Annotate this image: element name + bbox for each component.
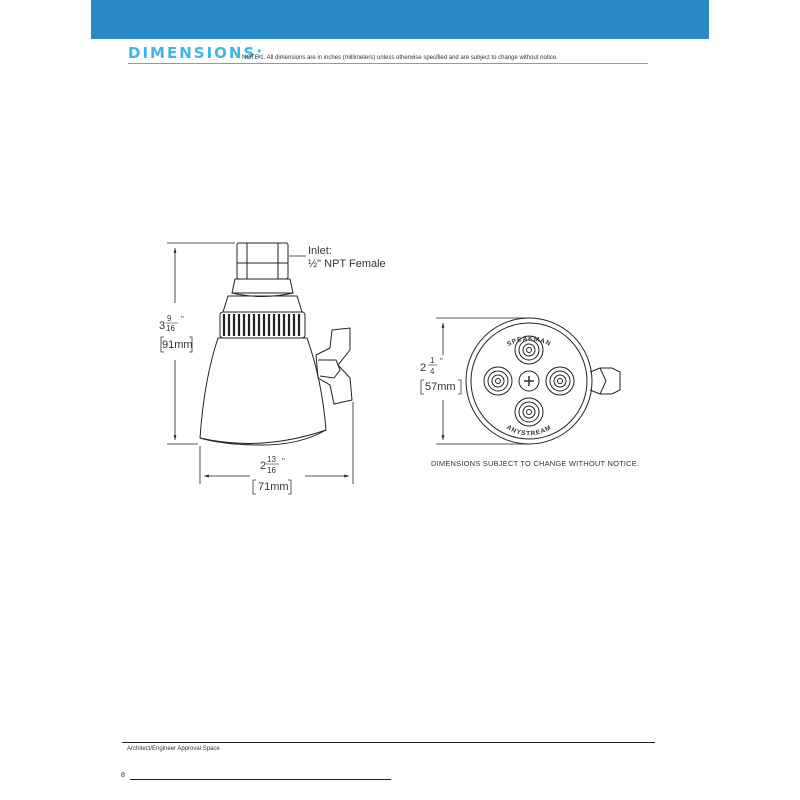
svg-text:13: 13 bbox=[267, 455, 276, 464]
showerhead-body bbox=[200, 338, 326, 445]
showerhead-front-view bbox=[466, 318, 620, 444]
diameter-dimension bbox=[420, 356, 461, 394]
height-dimension bbox=[159, 314, 193, 352]
brand-top-text: SPEAKMAN bbox=[505, 335, 553, 349]
approval-label: Architect/Engineer Approval Space bbox=[127, 746, 220, 752]
knurled-ring bbox=[220, 312, 305, 338]
inlet-connector bbox=[237, 243, 288, 279]
svg-text:2: 2 bbox=[260, 460, 267, 472]
inlet-label-line1: Inlet: bbox=[308, 245, 332, 257]
svg-text:3: 3 bbox=[159, 320, 166, 332]
change-notice: DIMENSIONS SUBJECT TO CHANGE WITHOUT NOTICE. bbox=[431, 459, 640, 468]
nozzle-bottom bbox=[515, 398, 543, 426]
inlet-label-line2: ½" NPT Female bbox=[308, 258, 386, 270]
diameter-mm-label: 57mm bbox=[425, 381, 456, 393]
width-mm-label: 71mm bbox=[258, 481, 289, 493]
svg-text:16: 16 bbox=[166, 324, 175, 333]
svg-text:9: 9 bbox=[167, 314, 172, 323]
svg-text:16: 16 bbox=[267, 466, 276, 475]
height-mm-label: 91mm bbox=[162, 339, 193, 351]
svg-text:": " bbox=[282, 457, 285, 466]
nozzle-right bbox=[546, 367, 574, 395]
center-screw bbox=[519, 371, 539, 391]
signature-line bbox=[130, 779, 391, 780]
section-heading: DIMENSIONS: bbox=[128, 44, 265, 62]
approval-line bbox=[122, 742, 655, 743]
collar bbox=[223, 296, 302, 312]
inlet-label bbox=[308, 245, 386, 271]
svg-text:4: 4 bbox=[430, 367, 435, 376]
svg-text:2: 2 bbox=[420, 362, 427, 374]
svg-text:": " bbox=[440, 357, 443, 366]
page-number: 8 bbox=[121, 772, 125, 779]
brand-bottom-text: ANYSTREAM bbox=[505, 424, 553, 438]
nozzle-left bbox=[484, 367, 512, 395]
width-dimension bbox=[253, 455, 291, 494]
svg-text:1: 1 bbox=[430, 356, 435, 365]
svg-text:": " bbox=[181, 315, 184, 324]
showerhead-side-view bbox=[200, 243, 352, 445]
dimensions-note: NOTE 1. All dimensions are in inches (millimeters) unless otherwise specified and are subject to change without notice. bbox=[242, 55, 558, 61]
